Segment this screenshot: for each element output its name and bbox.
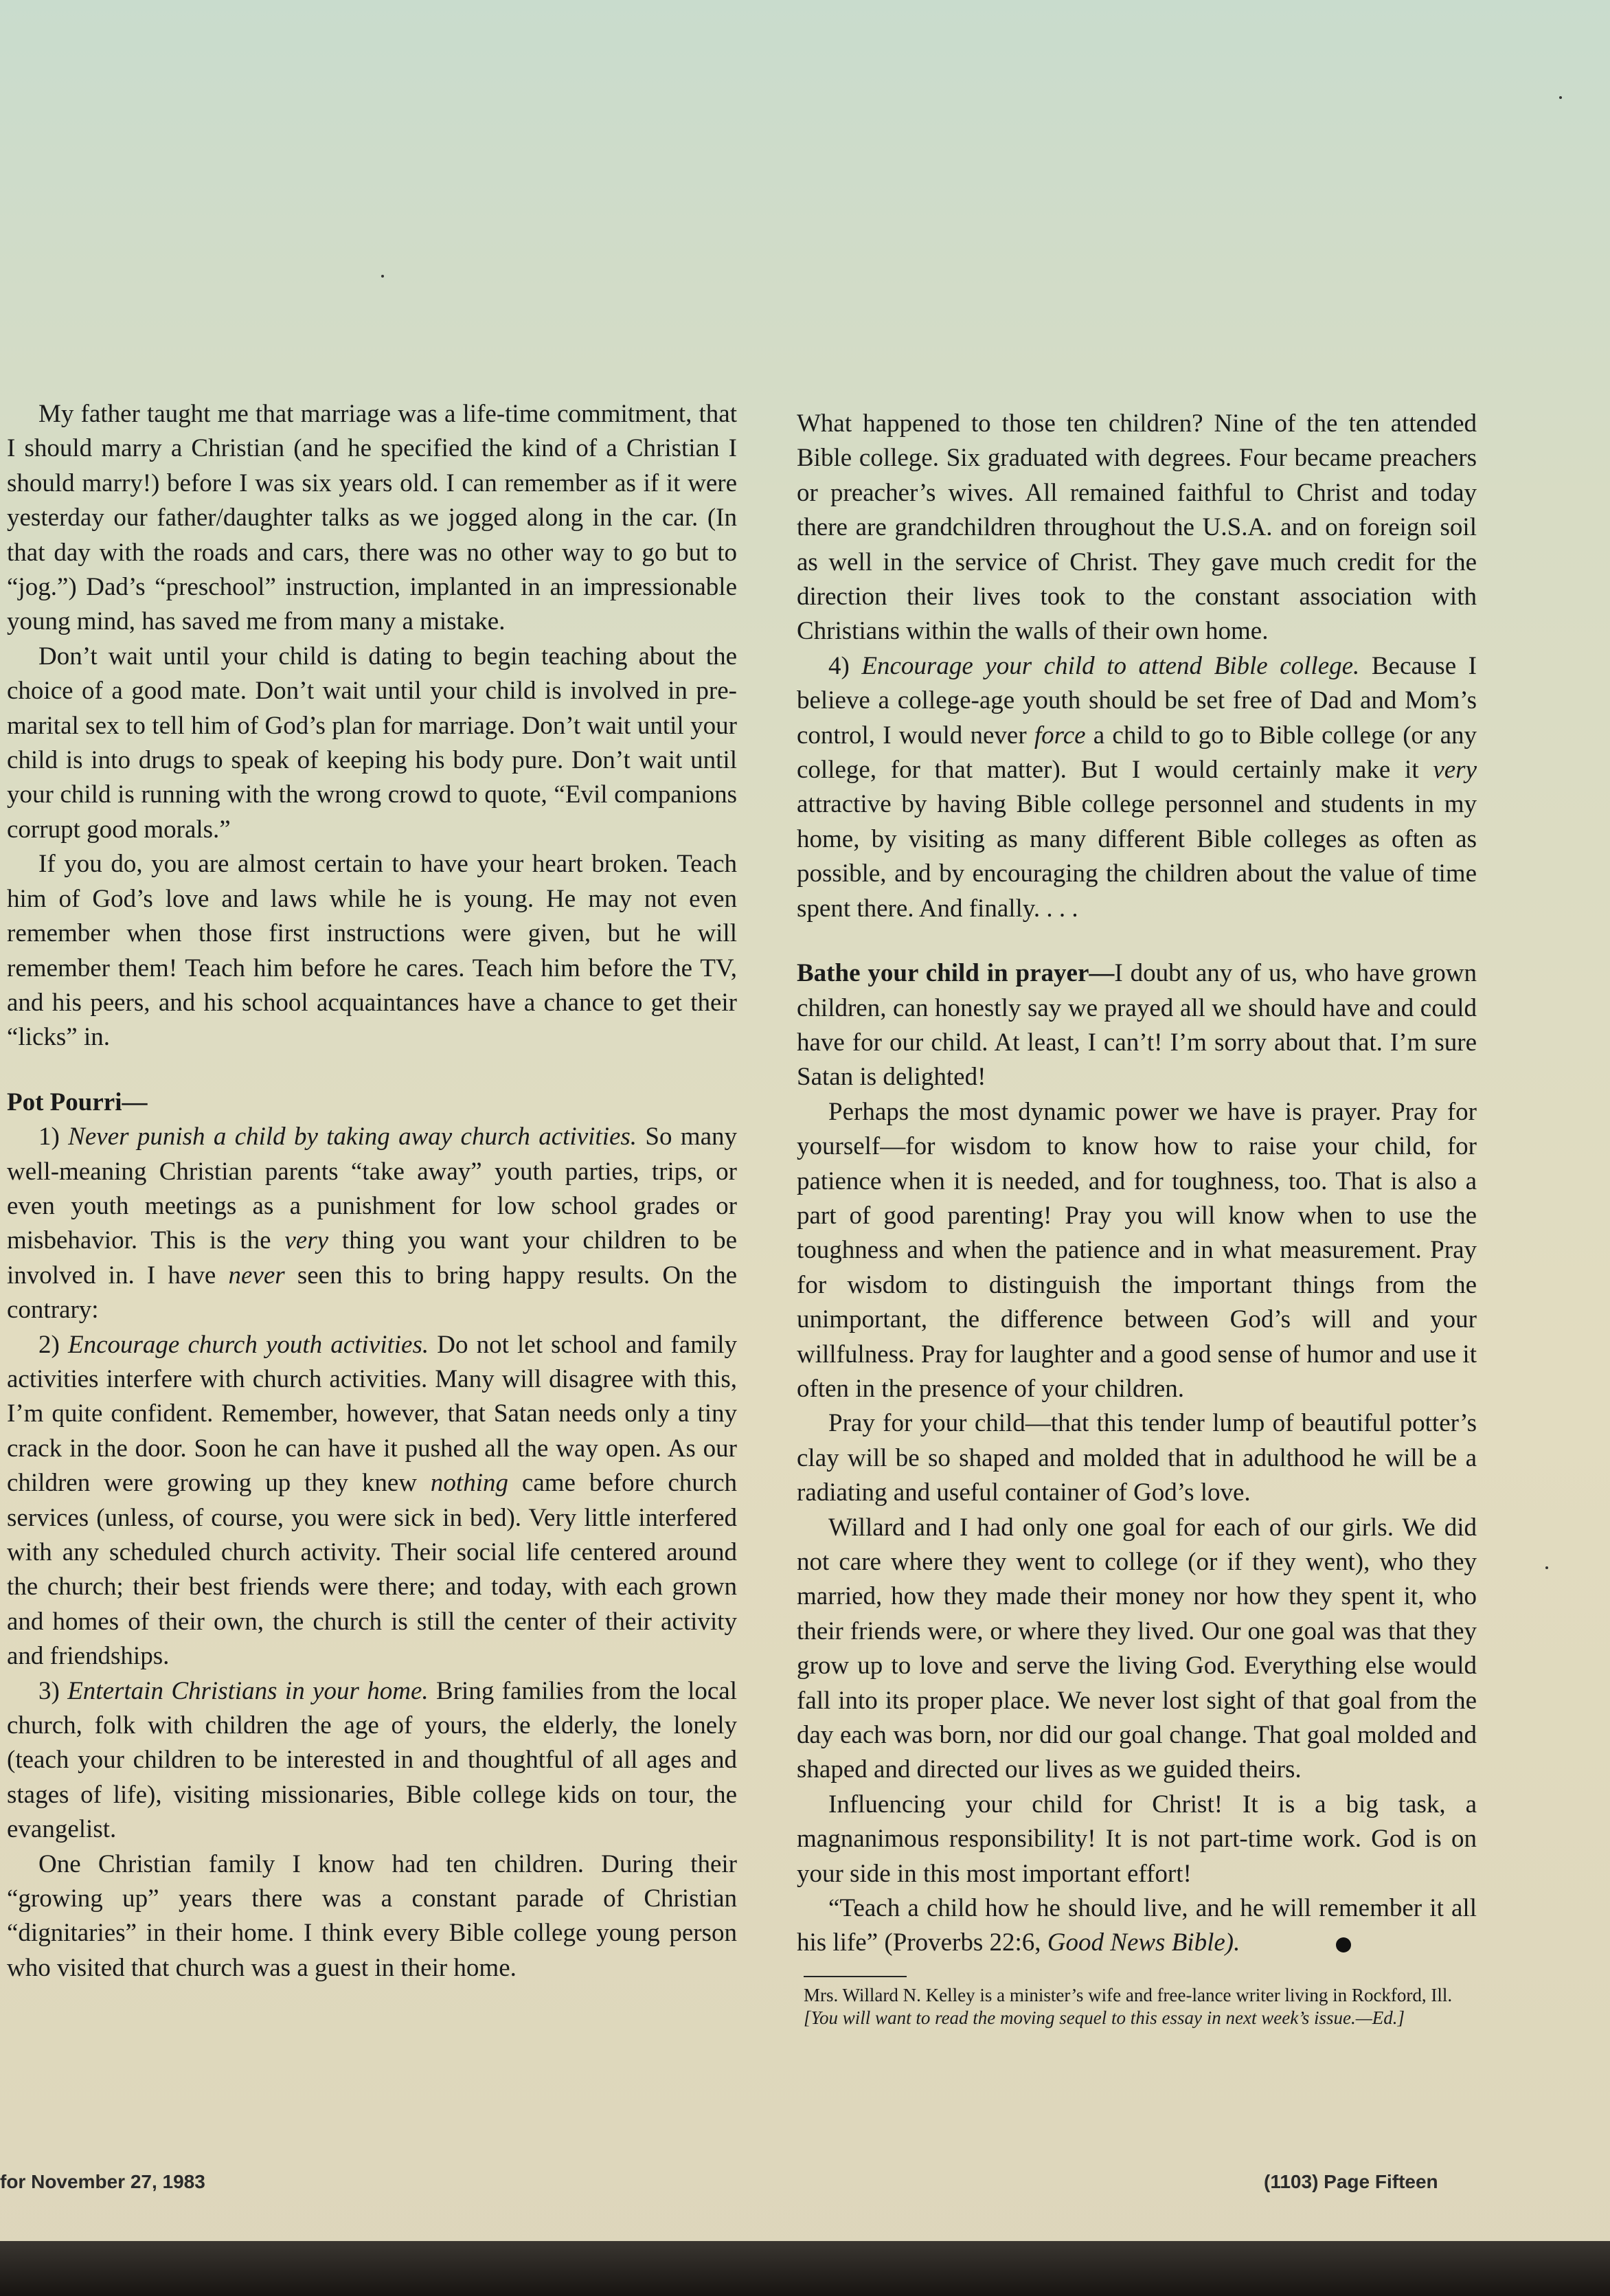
item-emphasis: never [228,1261,285,1290]
closing-quote [797,1891,1477,1961]
list-item-3 [7,1674,737,1847]
section-heading-pot-pourri: Pot Pourri— [7,1088,148,1116]
list-item-1 [7,1120,737,1327]
item-number: 2) [38,1330,68,1359]
item-text: I doubt any of us, who have grown children, can honestly say we prayed all we should have and could have for our child. At least, I can’t! I’m sorry about that. I’m sure Satan is delighted! [797,959,1477,1092]
print-speck [381,275,384,278]
item-number: 1) [38,1123,69,1151]
quote-text: “Teach a child how he should live, and he will remember it all his life” (Proverbs 22:6, [797,1894,1477,1957]
print-speck [1545,1566,1548,1569]
item-emphasis: force [1034,721,1086,750]
item-text: So many well-meaning Christian parents “take away” youth parties, trips, or even youth meetings as a punishment for low school grades or misbehavior. This is the [7,1123,738,1255]
divider [804,1976,907,1977]
list-item-2 [7,1328,737,1674]
item-text: a child to go to Bible college (or any college, for that matter). But I would certainly make it [797,721,1477,785]
paragraph: Willard and I had only one goal for each of our girls. We did not care where they went to college (or if they went), who they married, how they made their money nor how they spent it, who their friends were, or where they lived. Our one goal was that they grow up to love and serve the living God. Everything else would fall into its proper place. We never lost sight of that goal from the day each was born, nor did our goal change. That goal molded and shaped and directed our lives as we guided theirs. [797,1513,1477,1784]
item-emphasis: very [284,1226,329,1255]
item-emphasis: very [1433,756,1477,785]
list-item-4 [797,649,1477,926]
item-text: thing you want your children to be involved in. I have [7,1226,737,1290]
item-lead-italic: Encourage your child to attend Bible college. [861,651,1360,680]
paragraph: If you do, you are almost certain to have your heart broken. Teach him of God’s love and laws while he is young. He may not even remember when those first instructions were given, but he will remember them! Teach him before he cares. Teach him before the TV, and his peers, and his school acquaintances have a chance to get their “licks” in. [7,850,737,1052]
item-text: Because I believe a college-age youth should be set free of Dad and Mom’s control, I would never [797,651,1477,750]
right-column [797,407,1477,2029]
author-bio: Mrs. Willard N. Kelley is a minister’s wife and free-lance writer living in Rockford, Ill. [804,1984,1453,2005]
item-number: 3) [38,1676,68,1705]
item-text: Bring families from the local church, folk with children the age of yours, the elderly, the lonely (teach your children to be interested in and thoughtful of all ages and stages of life), visiting missionaries, Bible college kids on tour, the evangelist. [7,1676,737,1844]
paragraph: Perhaps the most dynamic power we have is prayer. Pray for yourself—for wisdom to know how to raise your child, for patience when it is needed, and for toughness, too. That is also a part of good parenting! Pray you will know when to use the toughness and when the patience and in what measurement. Pray for wisdom to distinguish the important things from the unimportant, the difference between God’s will and your willfulness. Pray for laughter and a good sense of humor and use it often in the presence of your children. [797,1097,1477,1403]
quote-source: Good News Bible). [1047,1928,1240,1957]
item-text: Do not let school and family activities interfere with church activities. Many will disagree with this, I’m quite confident. Remember, however, that Satan needs only a tiny crack in the door. Soon he can have it pushed all the way open. As our children were growing up they knew [7,1330,738,1498]
item-lead-italic: Never punish a child by taking away church activities. [68,1123,637,1151]
prayer-paragraph [797,956,1477,1095]
item-lead-italic: Encourage church youth activities. [67,1330,429,1359]
editor-note: [You will want to read the moving sequel to this essay in next week’s issue.—Ed.] [804,2007,1405,2028]
item-emphasis: nothing [430,1469,508,1498]
paragraph: One Christian family I know had ten children. During their “growing up” years there was a constant parade of Christian “dignitaries” in their home. I think every Bible college young person who visited that church was a guest in their home. [7,1849,737,1982]
item-text: seen this to bring happy results. On the contrary: [7,1261,737,1325]
paragraph: My father taught me that marriage was a life-time commitment, that I should marry a Christian (and he specified the kind of a Christian I should marry!) before I was six years old. I can remember as if it were yesterday our father/daughter talks as we jogged along in the car. (In that day with the roads and cars, there was no other way to go but to “jog.”) Dad’s “preschool” instruction, implanted in an impressionable young mind, has saved me from many a mistake. [7,400,737,636]
paragraph: Pray for your child—that this tender lump of beautiful potter’s clay will be so shaped and molded that in adulthood he will be a radiating and useful container of God’s love. [797,1409,1477,1507]
item-text: came before church services (unless, of course, you were sick in bed). Very little interfered with any scheduled church activity. Their social life centered around the church; their best friends were there; and today, with each grown and homes of their own, the church is still the center of their activity and friendships. [7,1469,738,1671]
footer-date: for November 27, 1983 [0,2171,205,2192]
item-number: 4) [828,651,862,680]
item-text: attractive by having Bible college personnel and students in my home, by visiting as many different Bible colleges as often as possible, and by encouraging the children about the value of time spent there. And finally. . . . [797,790,1477,923]
section-heading-prayer: Bathe your child in prayer— [797,959,1115,988]
paragraph: What happened to those ten children? Nine of the ten attended Bible college. Six graduated with degrees. Four became preachers or preacher’s wives. All remained faithful to Christ and today there are grandchildren throughout the U.S.A. and on foreign soil as well in the service of Christ. They gave much credit for the direction their lives took to the constant association with Christians within the walls of their own home. [797,409,1477,646]
paragraph: Influencing your child for Christ! It is a big task, a magnanimous responsibility! It is not part-time work. God is on your side in this most important effort! [797,1790,1477,1888]
print-speck [1559,96,1562,99]
footer-page-number: (1103) Page Fifteen [1264,2171,1438,2192]
item-lead-italic: Entertain Christians in your home. [67,1676,429,1705]
paragraph: Don’t wait until your child is dating to begin teaching about the choice of a good mate. Don’t wait until your child is involved in pre-marital sex to tell him of God’s plan for marriage. Don’t wait until your child is into drugs to speak of keeping his body pure. Don’t wait until your child is running with the wrong crowd to quote, “Evil companions corrupt good morals.” [7,642,737,844]
left-column [7,397,737,1985]
end-bullet-icon [1336,1937,1351,1952]
